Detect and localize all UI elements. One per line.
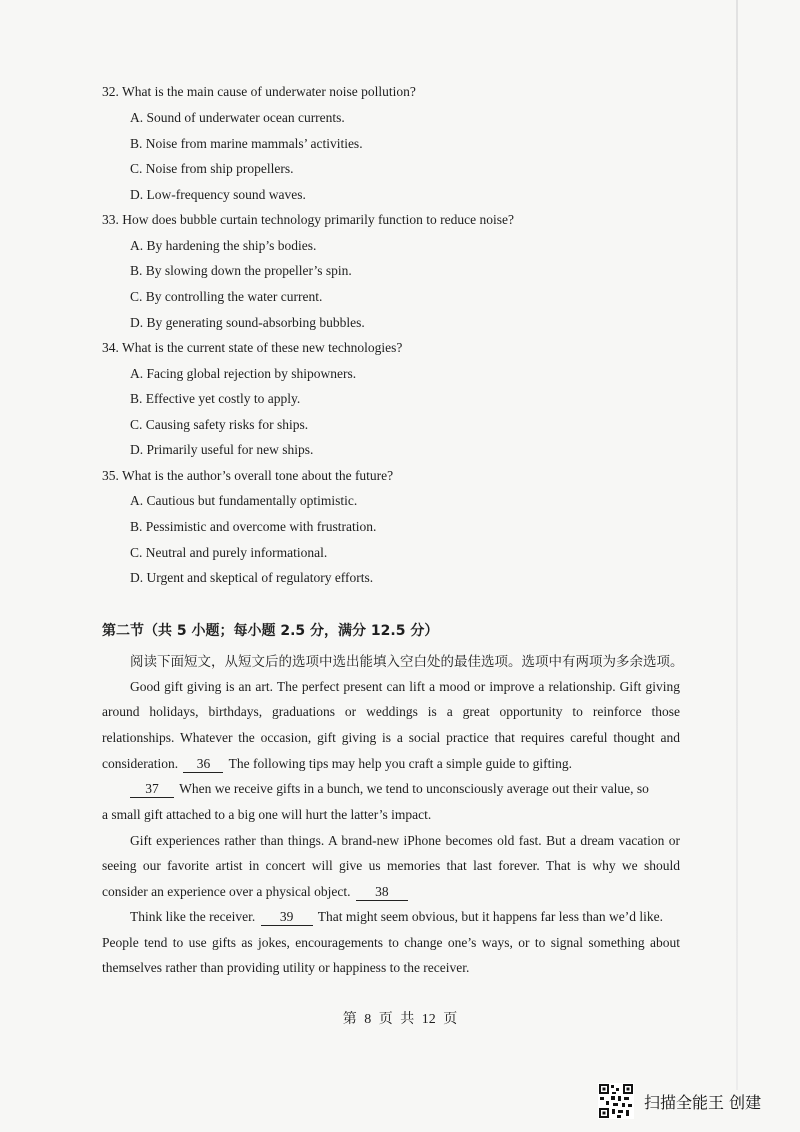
question-33-option-a: A. By hardening the ship’s bodies. bbox=[130, 238, 317, 253]
passage-text: The following tips may help you craft a simple guide to gifting. bbox=[228, 756, 573, 771]
passage-text: consider an experience over a physical object. bbox=[102, 884, 351, 899]
passage-text: consideration. bbox=[102, 756, 179, 771]
passage-line: Good gift giving is an art. The perfect present can lift a mood or improve a relationship. Gift giving bbox=[130, 679, 680, 694]
passage-line: a small gift attached to a big one will hurt the latter’s impact. bbox=[102, 807, 432, 822]
page-number: 第 8 页 共 12 页 bbox=[342, 1012, 458, 1027]
passage-line bbox=[102, 884, 410, 901]
passage-line bbox=[130, 781, 680, 798]
question-32-option-b: B. Noise from marine mammals’ activities. bbox=[130, 136, 363, 151]
question-35-option-c: C. Neutral and purely informational. bbox=[130, 545, 328, 560]
passage-text: When we receive gifts in a bunch, we tend to unconsciously average out their value, so bbox=[179, 781, 649, 796]
question-34-option-c: C. Causing safety risks for ships. bbox=[130, 417, 309, 432]
scanner-watermark bbox=[598, 1083, 780, 1119]
question-34-option-b: B. Effective yet costly to apply. bbox=[130, 391, 301, 406]
passage-line bbox=[102, 756, 572, 773]
question-33-option-d: D. By generating sound-absorbing bubbles. bbox=[130, 315, 365, 330]
blank-38: 38 bbox=[356, 884, 408, 901]
passage-line: People tend to use gifts as jokes, encouragements to change one’s ways, or to signal something about bbox=[102, 935, 680, 950]
qr-code-icon bbox=[598, 1083, 634, 1119]
passage-text: Think like the receiver. bbox=[130, 909, 256, 924]
passage-line: Gift experiences rather than things. A brand-new iPhone becomes old fast. But a dream vacation or bbox=[130, 833, 680, 848]
question-33-stem: 33. How does bubble curtain technology primarily function to reduce noise? bbox=[102, 212, 515, 227]
blank-39: 39 bbox=[261, 909, 313, 926]
question-32-stem: 32. What is the main cause of underwater noise pollution? bbox=[102, 84, 416, 99]
scan-edge-line bbox=[736, 0, 738, 1090]
passage-text: That might seem obvious, but it happens far less than we’d like. bbox=[317, 909, 664, 924]
question-34-stem: 34. What is the current state of these new technologies? bbox=[102, 340, 403, 355]
blank-37: 37 bbox=[130, 781, 174, 798]
section-instructions: 阅读下面短文，从短文后的选项中选出能填入空白处的最佳选项。选项中有两项为多余选项。 bbox=[130, 654, 684, 670]
question-32-option-d: D. Low-frequency sound waves. bbox=[130, 187, 306, 202]
passage-line: themselves rather than providing utility or happiness to the receiver. bbox=[102, 960, 470, 975]
watermark-text: 扫描全能王 创建 bbox=[644, 1092, 762, 1112]
question-33-option-c: C. By controlling the water current. bbox=[130, 289, 323, 304]
passage-line: seeing our favorite artist in concert will give us memories that last forever. That is why we should bbox=[102, 858, 680, 873]
question-32-option-a: A. Sound of underwater ocean currents. bbox=[130, 110, 345, 125]
question-35-option-b: B. Pessimistic and overcome with frustration. bbox=[130, 519, 377, 534]
passage-line: relationships. Whatever the occasion, gift giving is a social practice that requires careful thought and bbox=[102, 730, 680, 745]
question-33-option-b: B. By slowing down the propeller’s spin. bbox=[130, 263, 352, 278]
question-35-stem: 35. What is the author’s overall tone about the future? bbox=[102, 468, 394, 483]
question-32-option-c: C. Noise from ship propellers. bbox=[130, 161, 294, 176]
passage-line: around holidays, birthdays, graduations or weddings is a great opportunity to reinforce those bbox=[102, 704, 680, 719]
question-35-option-d: D. Urgent and skeptical of regulatory efforts. bbox=[130, 570, 374, 585]
question-35-option-a: A. Cautious but fundamentally optimistic. bbox=[130, 493, 358, 508]
question-34-option-a: A. Facing global rejection by shipowners. bbox=[130, 366, 357, 381]
section-title: 第二节（共 5 小题；每小题 2.5 分，满分 12.5 分） bbox=[102, 623, 439, 639]
passage-line bbox=[130, 909, 663, 926]
question-34-option-d: D. Primarily useful for new ships. bbox=[130, 442, 314, 457]
blank-36: 36 bbox=[183, 756, 223, 773]
